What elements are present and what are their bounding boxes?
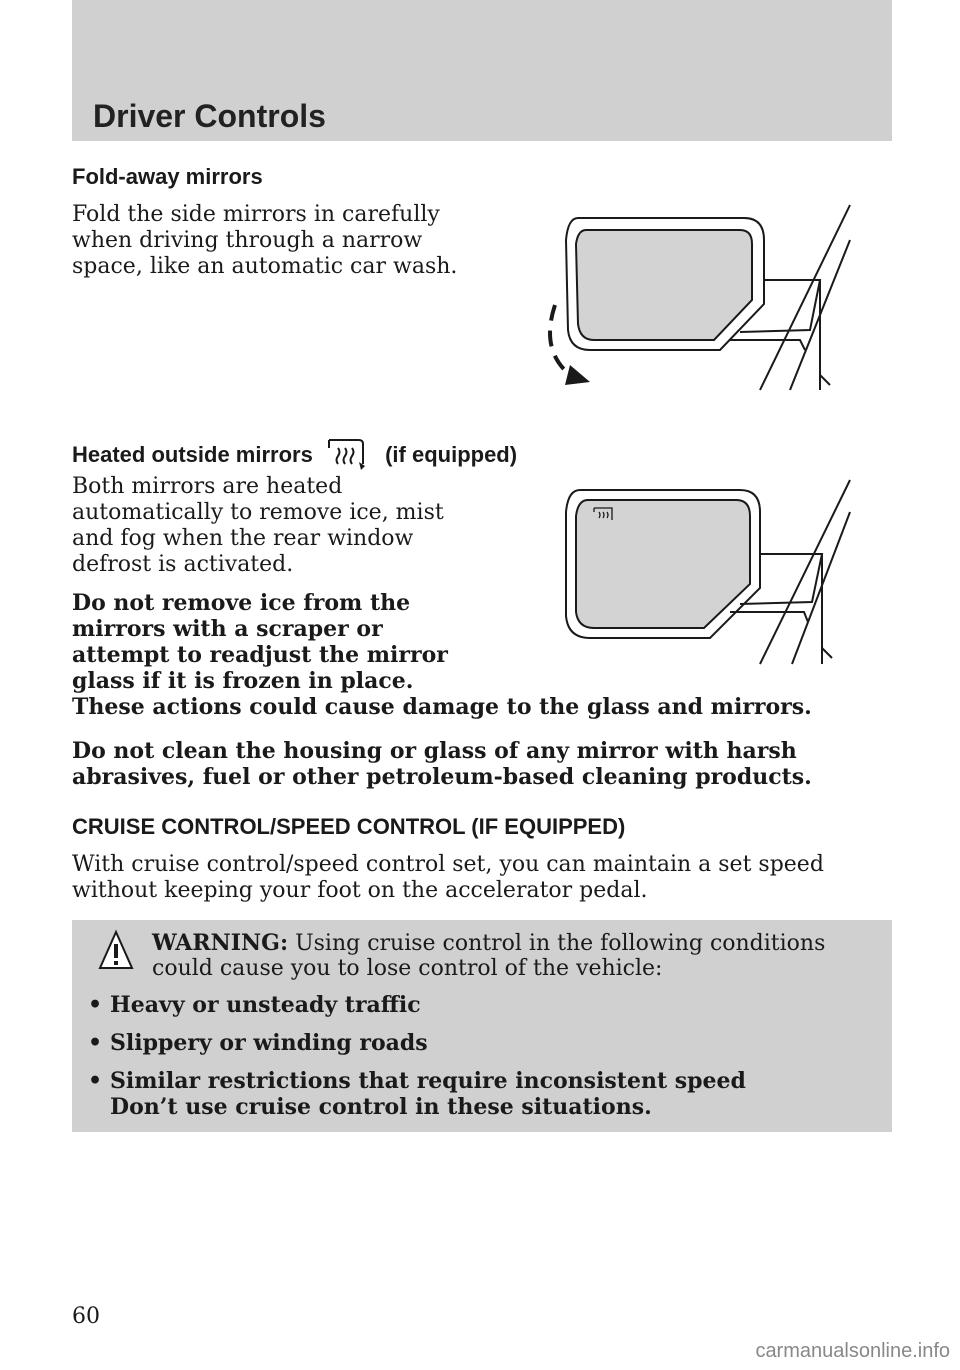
watermark: carmanualsonline.info <box>755 1340 950 1362</box>
heated-heading-text: Heated outside mirrors <box>72 442 313 467</box>
caution-line-1: Do not remove ice from the <box>72 590 411 616</box>
cruise-heading: CRUISE CONTROL/SPEED CONTROL (IF EQUIPPED) <box>72 814 626 839</box>
heated-line-3: and fog when the rear window <box>72 526 414 551</box>
heated-heading <box>72 436 517 470</box>
heated-line-1: Both mirrors are heated <box>72 474 343 499</box>
bullet-text: Slippery or winding roads <box>110 1030 428 1056</box>
foldaway-line-3: space, like an automatic car wash. <box>72 254 458 279</box>
warning-bullet <box>88 1030 428 1056</box>
warning-line-2: could cause you to lose control of the vehicle: <box>152 956 663 981</box>
heated-mirror-illustration <box>560 478 860 668</box>
caution-line-2: mirrors with a scraper or <box>72 616 383 642</box>
warning-text <box>152 930 852 957</box>
cleaning-line-2: abrasives, fuel or other petroleum-based cleaning products. <box>72 764 812 790</box>
bullet-dot: • <box>88 992 103 1018</box>
foldaway-line-2: when driving through a narrow <box>72 228 423 253</box>
heated-line-4: defrost is activated. <box>72 552 294 577</box>
heated-heading-suffix: (if equipped) <box>385 442 518 467</box>
heated-line-2: automatically to remove ice, mist <box>72 500 444 525</box>
page-title: Driver Controls <box>93 98 326 134</box>
foldaway-line-1: Fold the side mirrors in carefully <box>72 202 440 227</box>
bullet-dot: • <box>88 1030 103 1056</box>
cruise-line-2: without keeping your foot on the accelerator pedal. <box>72 878 648 903</box>
warning-icon <box>96 928 136 972</box>
bullet-text: Similar restrictions that require inconsistent speed <box>110 1068 746 1094</box>
bullet-dot: • <box>88 1068 103 1094</box>
page-number: 60 <box>72 1304 100 1329</box>
warning-label: WARNING: <box>152 930 289 956</box>
foldaway-mirror-illustration <box>520 200 860 395</box>
warning-bullet <box>88 992 421 1018</box>
bullet-text: Heavy or unsteady traffic <box>110 992 421 1018</box>
warning-extra-line: Don’t use cruise control in these situations. <box>110 1094 652 1120</box>
cleaning-line-1: Do not clean the housing or glass of any mirror with harsh <box>72 738 797 764</box>
caution-line-3: attempt to readjust the mirror <box>72 642 448 668</box>
caution-line-4: glass if it is frozen in place. <box>72 668 414 694</box>
caution-line-5: These actions could cause damage to the glass and mirrors. <box>72 694 812 720</box>
defrost-icon <box>325 436 365 470</box>
warning-line-1: Using cruise control in the following conditions <box>295 931 826 956</box>
warning-bullet <box>88 1068 746 1094</box>
cruise-line-1: With cruise control/speed control set, you can maintain a set speed <box>72 852 824 877</box>
foldaway-heading: Fold-away mirrors <box>72 164 263 189</box>
